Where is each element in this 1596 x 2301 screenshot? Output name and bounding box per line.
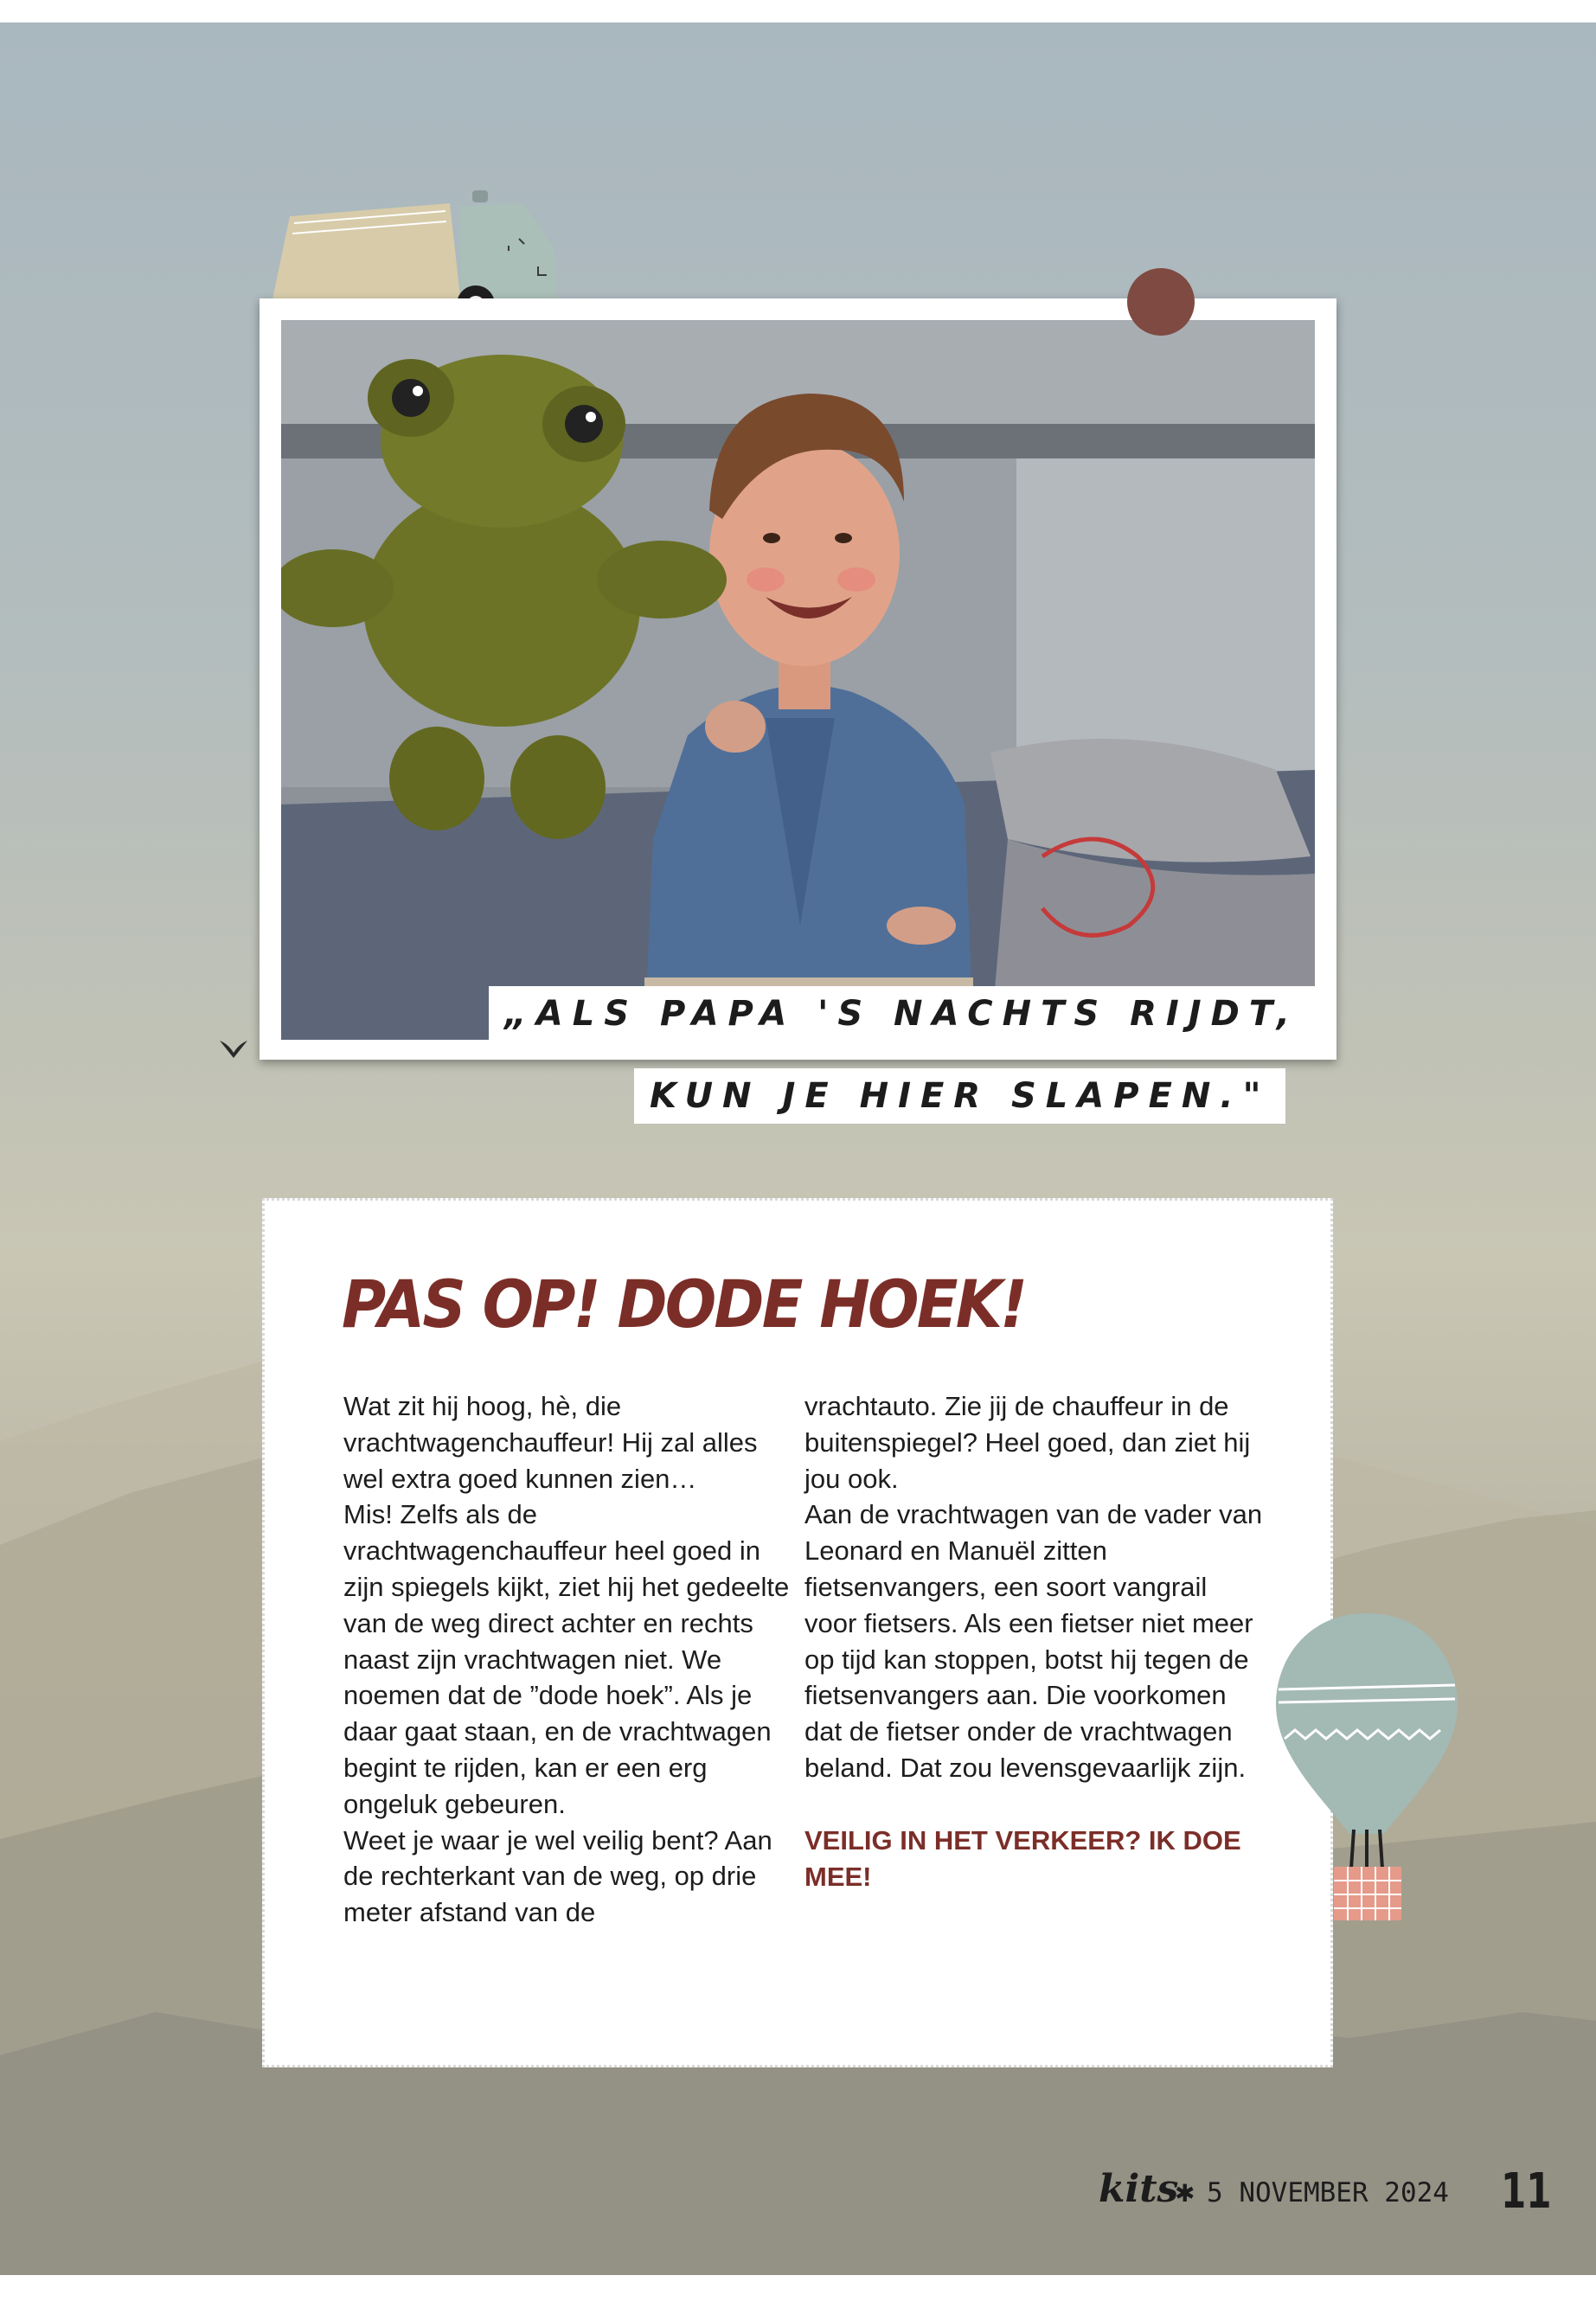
article-paragraph: Weet je waar je wel veilig bent? Aan de rechterkant van de weg, op drie meter afstand van de [343, 1824, 772, 1928]
article-paragraph: Aan de vrachtwagen van de vader van Leonard en Manuël zitten fietsenvangers, een soort vangrail voor fietsers. Als een fietser niet meer op tijd kan stoppen, botst hij tegen de fietsenvangers aan. Die voorkomen dat de fietser onder de vrachtwagen beland. Dat zou levensgevaarlijk zijn. [804, 1499, 1263, 1783]
article-paragraph: Wat zit hij hoog, hè, die vrachtwagenchauffeur! Hij zal alles wel extra goed kunnen zien… [343, 1391, 758, 1494]
issue-date: 5 NOVEMBER 2024 [1207, 2177, 1449, 2208]
brand-logo: kits [1099, 2167, 1179, 2211]
page-number: 11 [1501, 2163, 1552, 2220]
bird-icon [216, 1034, 251, 1060]
photo-boy-with-frog-plush [281, 320, 1315, 1040]
article-column-1 [343, 1388, 802, 1931]
article-paragraph: vrachtauto. Zie jij de chauffeur in de buitenspiegel? Heel goed, dan ziet hij jou ook. [804, 1391, 1251, 1494]
photo-quote-line-1: „ALS PAPA 'S NACHTS RIJDT, [489, 986, 1315, 1042]
photo-frame [260, 298, 1336, 1060]
photo-quote-line-2: KUN JE HIER SLAPEN." [634, 1068, 1285, 1124]
pin-sticker [1127, 268, 1195, 336]
star-icon: ✱ [1175, 2180, 1195, 2207]
article-column-2 [804, 1388, 1263, 1894]
article-call-to-action: VEILIG IN HET VERKEER? IK DOE MEE! [804, 1824, 1241, 1892]
article-paragraph: Mis! Zelfs als de vrachtwagenchauffeur heel goed in zijn spiegels kijkt, ziet hij het gedeelte van de weg direct achter en rechts naast zijn vrachtwagen niet. We noemen dat de ”dode hoek”. Als je daar gaat staan, en de vrachtwagen begint te rijden, kan er een erg ongeluk gebeuren. [343, 1499, 790, 1819]
article-heading: PAS OP! DODE HOEK! [342, 1266, 1026, 1343]
hot-air-balloon-illustration [1272, 1609, 1462, 1929]
